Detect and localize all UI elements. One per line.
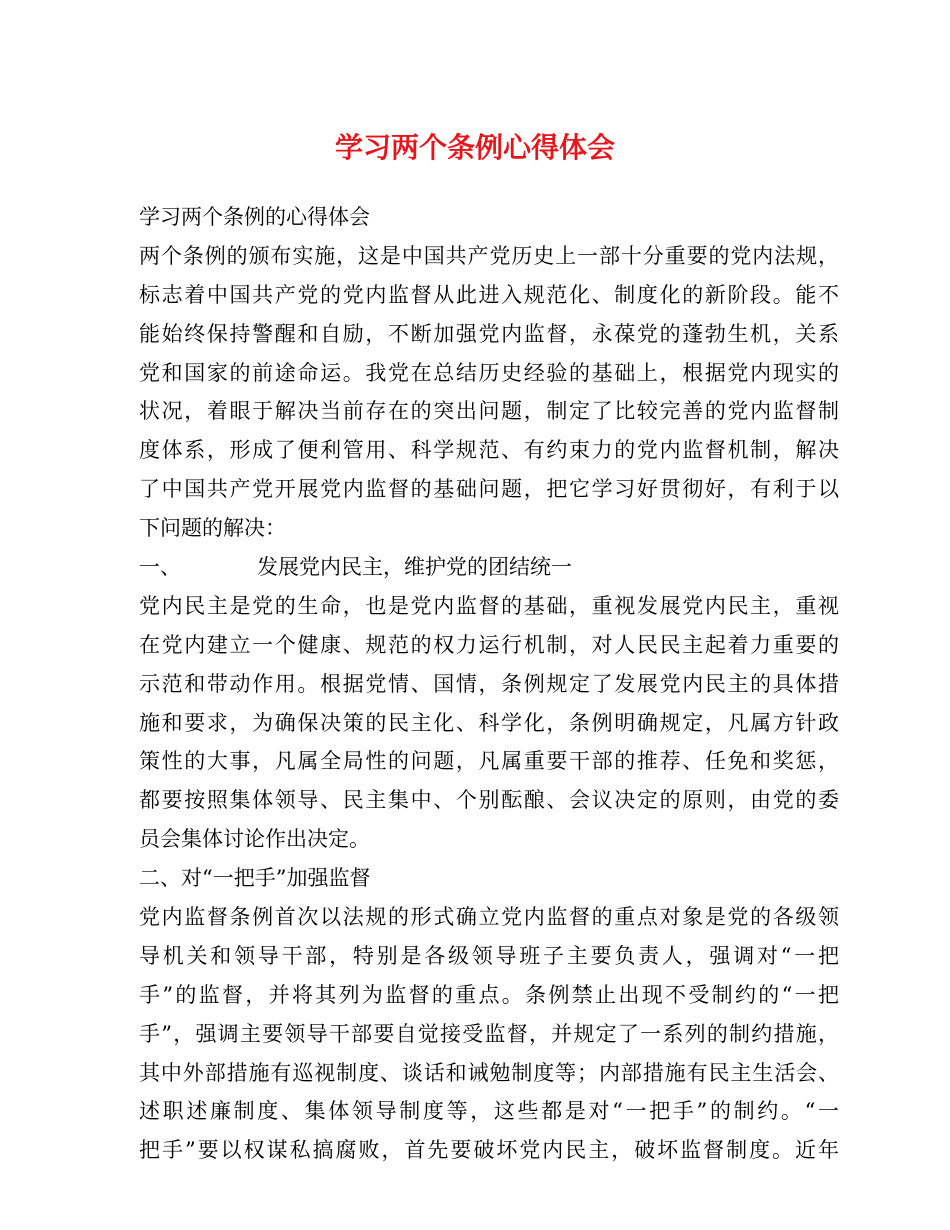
- paragraph-line: 示范和带动作用。根据党情、国情，条例规定了发展党内民主的具体措: [139, 671, 839, 696]
- paragraph-line: 施和要求，为确保决策的民主化、科学化，条例明确规定，凡属方针政: [139, 710, 839, 735]
- document-body: [139, 198, 839, 1170]
- paragraph-line: 在党内建立一个健康、规范的权力运行机制，对人民民主起着力重要的: [139, 632, 839, 657]
- paragraph-line: 两个条例的颁布实施，这是中国共产党历史上一部十分重要的党内法规，: [139, 243, 839, 268]
- section-heading-text: 发展党内民主，维护党的团结统一: [257, 555, 572, 580]
- paragraph-line: 标志着中国共产党的党内监督从此进入规范化、制度化的新阶段。能不: [139, 282, 839, 307]
- paragraph-line: 党内监督条例首次以法规的形式确立党内监督的重点对象是党的各级领: [139, 905, 839, 930]
- paragraph-line: 度体系，形成了便利管用、科学规范、有约束力的党内监督机制，解决: [139, 438, 839, 463]
- paragraph-line: 都要按照集体领导、民主集中、个别酝酿、会议决定的原则，由党的委: [139, 788, 839, 813]
- paragraph-line: 导机关和领导干部，特别是各级领导班子主要负责人，强调对“一把: [139, 943, 839, 968]
- subtitle-line: 学习两个条例的心得体会: [139, 205, 370, 229]
- paragraph-line: 述职述廉制度、集体领导制度等，这些都是对“一把手”的制约。“一: [139, 1099, 839, 1124]
- paragraph-line: 把手”要以权谋私搞腐败，首先要破坏党内民主，破坏监督制度。近年: [139, 1138, 839, 1163]
- paragraph-line: 策性的大事，凡属全局性的问题，凡属重要干部的推荐、任免和奖惩，: [139, 749, 839, 774]
- paragraph-line: 能始终保持警醒和自励，不断加强党内监督，永葆党的蓬勃生机，关系: [139, 321, 839, 346]
- paragraph-line: 党内民主是党的生命，也是党内监督的基础，重视发展党内民主，重视: [139, 593, 839, 618]
- section-number: 一、: [139, 555, 181, 580]
- section-heading-one: [139, 548, 839, 587]
- paragraph-line: 员会集体讨论作出决定。: [139, 827, 370, 852]
- paragraph-line: 手”，强调主要领导干部要自觉接受监督，并规定了一系列的制约措施，: [139, 1021, 839, 1046]
- section-heading-two: 二、对“一把手”加强监督: [139, 866, 371, 891]
- paragraph-line: 党和国家的前途命运。我党在总结历史经验的基础上，根据党内现实的: [139, 360, 839, 385]
- document-title: 学习两个条例心得体会: [334, 131, 615, 164]
- paragraph-line: 其中外部措施有巡视制度、谈话和诫勉制度等；内部措施有民主生活会、: [139, 1060, 839, 1085]
- paragraph-line: 手”的监督，并将其列为监督的重点。条例禁止出现不受制约的“一把: [139, 982, 839, 1007]
- paragraph-line: 下问题的解决：: [139, 516, 286, 541]
- paragraph-line: 了中国共产党开展党内监督的基础问题，把它学习好贯彻好，有利于以: [139, 477, 839, 502]
- paragraph-line: 状况，着眼于解决当前存在的突出问题，制定了比较完善的党内监督制: [139, 399, 839, 424]
